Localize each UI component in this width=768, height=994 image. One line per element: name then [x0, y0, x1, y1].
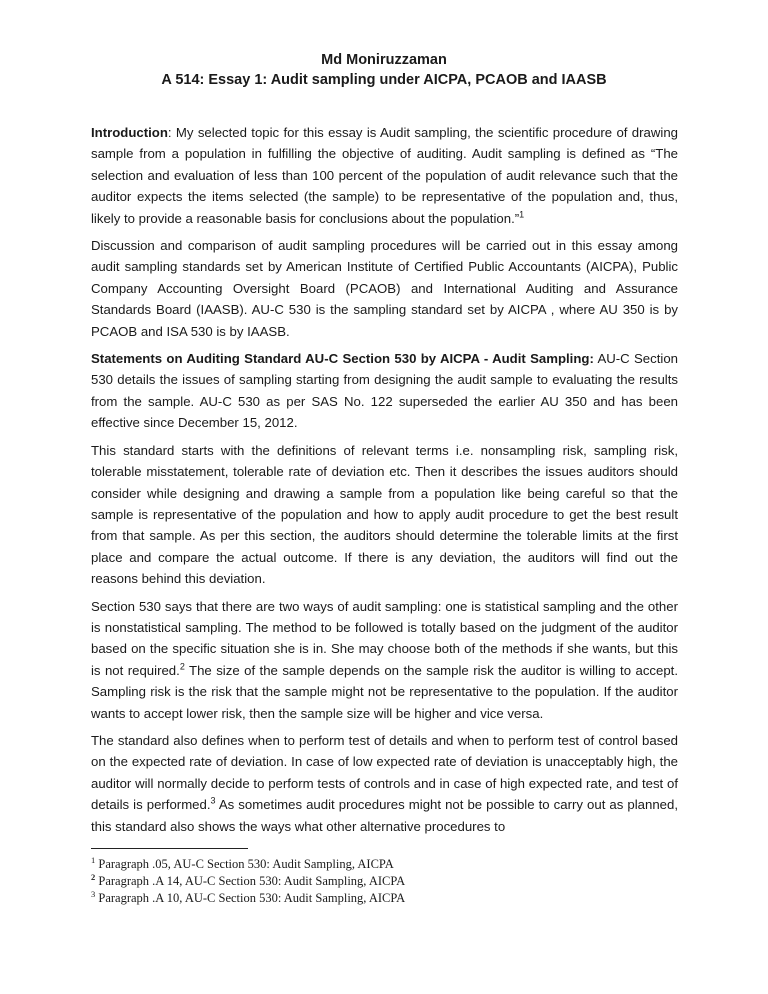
- introduction-label: Introduction: [91, 125, 168, 140]
- introduction-text: : My selected topic for this essay is Audit sampling, the scientific procedure of drawing sample from a population in fulfilling the objective of auditing. Audit sampling is defined as “The selection and evaluation of less than 100 percent of the population of audit relevance such that the auditor expects the items selected (the sample) to be representative of the population and, thus, likely to provide a reasonable basis for conclusions about the population.”: [91, 125, 678, 226]
- footnotes: [91, 856, 691, 907]
- paragraph-introduction: [91, 122, 678, 229]
- test-details-text-b: As sometimes audit procedures might not be possible to carry out as planned, this standard also shows the ways what other alternative procedures to: [91, 797, 678, 834]
- footnote-2: [91, 873, 691, 890]
- paragraph-sampling-methods: [91, 596, 678, 724]
- footnote-divider: [91, 848, 248, 849]
- author-name: Md Moniruzzaman: [321, 52, 447, 68]
- footnote-ref-3: 3: [210, 795, 216, 806]
- footnote-ref-1: 1: [519, 209, 525, 220]
- footnote-text: Paragraph .A 10, AU-C Section 530: Audit Sampling, AICPA: [95, 891, 406, 905]
- paragraph-definitions: This standard starts with the definitions of relevant terms i.e. nonsampling risk, sampling risk, tolerable misstatement, tolerable rate of deviation etc. Then it describes the issues auditors should consider while designing and drawing a sample from a population like being careful so that the sample is representative of the population and how to apply audit procedure to get the best result from that sample. As per this section, the auditors should determine the tolerable limits at the first place and compare the actual outcome. If there is any deviation, the auditors will find out the reasons behind this deviation.: [91, 442, 678, 587]
- footnote-mark: 3: [91, 888, 96, 899]
- footnote-text: Paragraph .A 14, AU-C Section 530: Audit Sampling, AICPA: [95, 874, 406, 888]
- footnote-ref-2: 2: [179, 661, 185, 672]
- test-details-text-a: The standard also defines when to perform test of details and when to perform test of control based on the expected rate of deviation. In case of low expected rate of deviation is unacceptably high, the auditor will normally decide to perform tests of controls and in case of high expected rate, and test of details is performed.: [91, 732, 678, 813]
- sampling-methods-text-a: Section 530 says that there are two ways of audit sampling: one is statistical sampling and the other is nonstatistical sampling. The method to be followed is totally based on the judgment of the auditor based on the specific situation she is in. She may choose both of the methods if she wants, but this is not required.: [91, 598, 678, 678]
- footnote-text: Paragraph .05, AU-C Section 530: Audit Sampling, AICPA: [95, 857, 394, 871]
- paragraph-au-c-530: [91, 348, 678, 434]
- essay-body: [91, 122, 678, 843]
- footnote-1: [91, 856, 691, 873]
- footnote-mark: 2: [91, 871, 96, 882]
- paragraph-discussion: Discussion and comparison of audit sampling procedures will be carried out in this essay among audit sampling standards set by American Institute of Certified Public Accountants (AICPA), Public Company Accounting Oversight Board (PCAOB) and International Auditing and Assurance Standards Board (IAASB). AU-C 530 is the sampling standard set by AICPA , where AU 350 is by PCAOB and ISA 530 is by IAASB.: [91, 238, 678, 339]
- sampling-methods-text-b: The size of the sample depends on the sample risk the auditor is willing to accept. Sampling risk is the risk that the sample might not be representative to the population. If the auditor wants to accept lower risk, then the sample size will be higher and vice versa.: [91, 662, 678, 721]
- footnote-3: [91, 890, 691, 907]
- footnote-mark: 1: [91, 854, 96, 865]
- paragraph-test-of-details: [91, 730, 678, 837]
- essay-title: A 514: Essay 1: Audit sampling under AICPA, PCAOB and IAASB: [161, 72, 607, 88]
- section-text: AU-C Section 530 details the issues of sampling starting from designing the audit sample to evaluating the results from the sample. AU-C 530 as per SAS No. 122 superseded the earlier AU 350 and has been effective since December 15, 2012.: [91, 351, 678, 431]
- section-label: Statements on Auditing Standard AU-C Section 530 by AICPA - Audit Sampling:: [91, 351, 594, 367]
